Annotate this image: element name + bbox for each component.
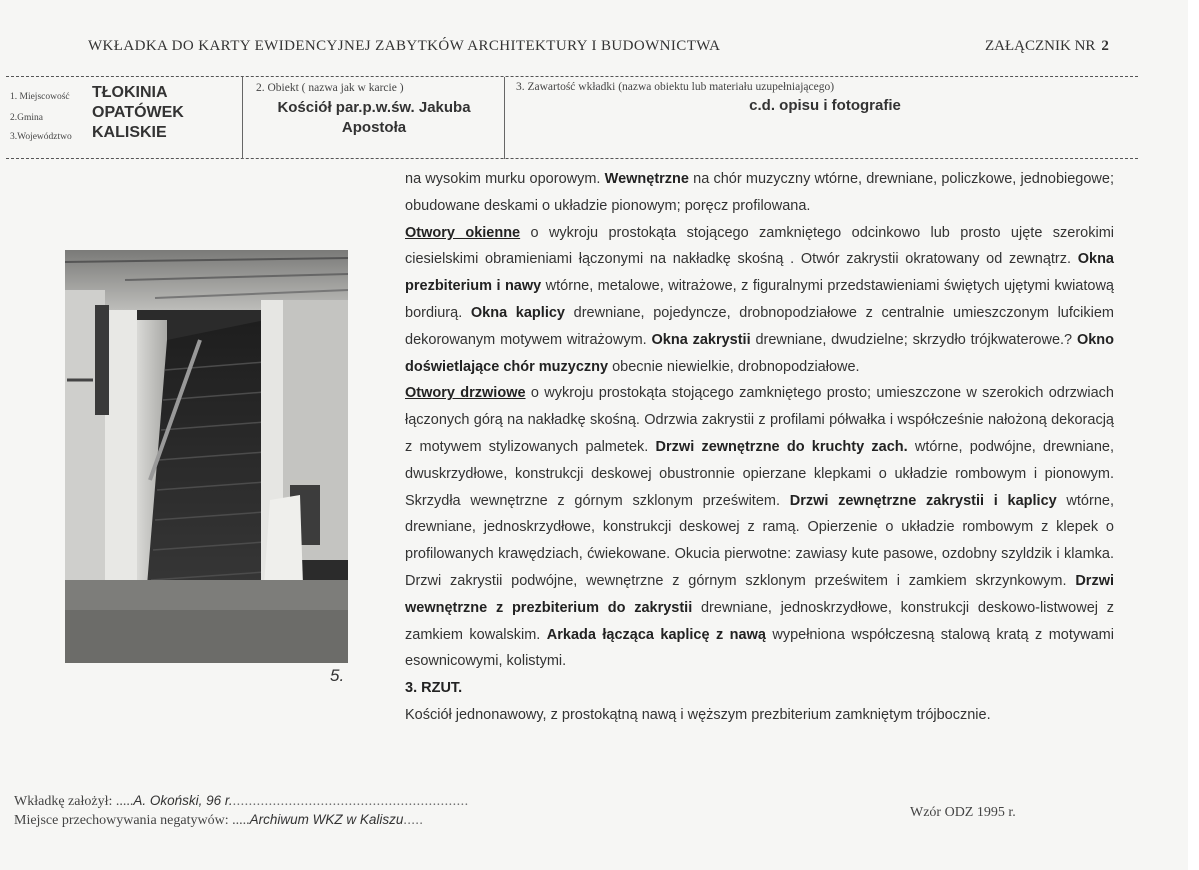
created-by-dots: ........................................................... — [232, 794, 469, 809]
text-span: drewniane, pojedyncze, drobnopodziałowe z centralnie umieszczonym lufcikiem dekorowanym motywem witrażowym. — [405, 304, 1114, 348]
commune-value: OPATÓWEK — [92, 104, 184, 121]
locality-value: TŁOKINIA — [92, 84, 168, 101]
commune-label: 2.Gmina — [10, 113, 43, 123]
staircase-photo — [65, 250, 348, 663]
text-bold: Drzwi zewnętrzne do kruchty zach. — [655, 438, 908, 455]
annex-label — [985, 38, 1109, 55]
created-by-line — [14, 793, 469, 810]
paragraph-windows — [405, 220, 1114, 381]
text-bold: Okno doświetlające chór muzyczny — [405, 331, 1114, 375]
text-span: drewniane, jednoskrzydłowe, konstrukcji deskowo-listwowej z zamkiem kowalskim. — [405, 599, 1114, 643]
contents-value: c.d. opisu i fotografie — [749, 97, 901, 114]
scan-edge — [1188, 0, 1199, 870]
paragraph-stairs — [405, 166, 1114, 220]
text-bold: Arkada łącząca kaplicę z nawą — [546, 626, 766, 643]
paragraph-doors — [405, 380, 1114, 675]
locality-label: 1. Miejscowość — [10, 92, 70, 102]
annex-number: 2 — [1101, 38, 1109, 54]
created-by-label: Wkładkę założył: ..... — [14, 794, 134, 809]
created-by-value: A. Okoński, 96 r. — [133, 793, 233, 808]
text-span: wypełniona współczesną stalową kratą z motywami esownicowymi, kolistymi. — [405, 626, 1114, 670]
template-version: Wzór ODZ 1995 r. — [910, 805, 1016, 820]
text-span: o wykroju prostokąta stojącego zamkniętego odcinkowo lub prosto ujęte szerokimi ciesielskimi obramieniami łączonymi na nakładkę skośną . Otwór zakrystii okratowany od zewnątrz. — [405, 224, 1114, 268]
object-name-line1: Kościół par.p.w.św. Jakuba — [277, 99, 471, 116]
text-span: drewniane, dwudzielne; skrzydło trójkwaterowe.? — [750, 331, 1077, 348]
storage-value: Archiwum WKZ w Kaliszu — [249, 812, 404, 827]
text-span: na chór muzyczny wtórne, drewniane, policzkowe, jednobiegowe; obudowane deskami o układzie pionowym; poręcz profilowana. — [405, 171, 1114, 214]
text-span: o wykroju prostokąta stojącego zamkniętego prosto; umieszczone w szerokich odrzwiach łączonych górą na nakładkę skośną. Odrzwia zakrystii z profilami półwałka i współcześnie nałożoną dekoracją z motywem stylizowanych palmetek. — [405, 385, 1114, 455]
voivodeship-value: KALISKIE — [92, 124, 167, 141]
storage-dots: ..... — [403, 813, 424, 828]
text-bold: Okna kaplicy — [470, 304, 565, 321]
text-span: wtórne, metalowe, witrażowe, z figuralnymi przedstawieniami świętych ujętymi kwiatową bordiurą. — [405, 278, 1114, 321]
object-name-line2: Apostoła — [341, 119, 407, 136]
voivodeship-label: 3.Województwo — [10, 132, 72, 142]
text-bold: Drzwi wewnętrzne z prezbiterium do zakrystii — [405, 572, 1114, 616]
field-divider-2 — [504, 77, 505, 159]
staircase-photo-image — [65, 250, 348, 663]
contents-label: 3. Zawartość wkładki (nazwa obiektu lub materiału uzupełniającego) — [516, 81, 835, 93]
storage-label: Miejsce przechowywania negatywów: ..... — [14, 813, 250, 828]
annex-text: ZAŁĄCZNIK NR — [985, 38, 1096, 54]
text-span: wtórne, drewniane, jednoskrzydłowe, konstrukcji deskowej z ramą. Opierzenie o układzie rombowym z klepek o profilowanych krawędziach, ćwiekowane. Okucia pierwotne: zawiasy kute pasowe, ozdobny szyldzik i klamka. Drzwi zakrystii podwójne, wewnętrzne z górnym szklonym prześwitem i zamkiem skrzynkowym. — [405, 492, 1114, 589]
description-text — [405, 166, 1114, 729]
text-bold: Okna zakrystii — [651, 331, 751, 348]
header-bottom-rule — [6, 158, 1138, 159]
header-top-rule — [6, 76, 1138, 77]
field-divider-1 — [242, 77, 243, 159]
heading-door-openings: Otwory drzwiowe — [405, 385, 526, 402]
text-bold: Okna prezbiterium i nawy — [405, 251, 1114, 295]
text-bold: Wewnętrzne — [604, 171, 689, 187]
text-bold: Drzwi zewnętrzne zakrystii i kaplicy — [789, 492, 1057, 509]
text-span: obecnie niewielkie, drobnopodziałowe. — [608, 358, 860, 375]
paragraph-plan: Kościół jednonawowy, z prostokątną nawą i węższym prezbiterium zamkniętym trójbocznie. — [405, 706, 991, 723]
object-label: 2. Obiekt ( nazwa jak w karcie ) — [256, 82, 404, 94]
text-span: wtórne, podwójne, drewniane, dwuskrzydłowe, konstrukcji deskowej obustronnie opierzane klepkami o układzie rombowym i pionowym. Skrzydła wewnętrzne z górnym szklonym prześwitem. — [405, 438, 1114, 509]
text-span: na wysokim murku oporowym. — [405, 171, 605, 187]
photo-number: 5. — [330, 666, 345, 685]
negatives-storage-line — [14, 812, 423, 829]
form-title: WKŁADKA DO KARTY EWIDENCYJNEJ ZABYTKÓW ARCHITEKTURY I BUDOWNICTWA — [88, 38, 721, 54]
section-heading-plan — [405, 675, 1114, 702]
section-heading-text: 3. RZUT. — [405, 680, 463, 697]
heading-window-openings: Otwory okienne — [405, 224, 521, 241]
